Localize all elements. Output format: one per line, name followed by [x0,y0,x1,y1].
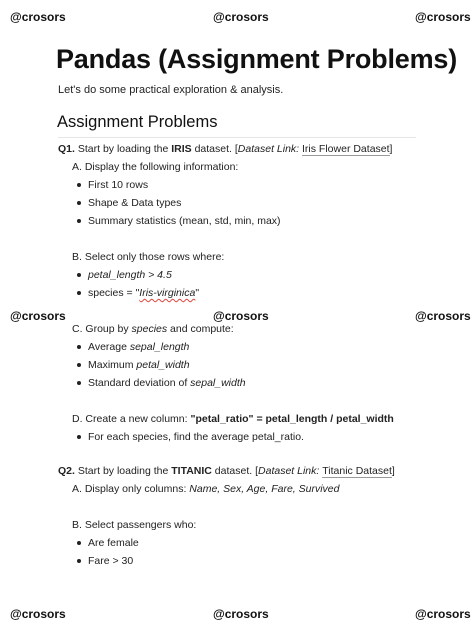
bullet-icon [77,183,81,187]
watermark-bottom-right: @crosors [415,607,471,621]
q1-c-item-field: sepal_length [129,341,190,353]
q1-number: Q1. [58,143,75,155]
q1-a-prefix: A. [72,161,82,173]
watermark-mid-right: @crosors [415,309,471,323]
q2-link-label: Dataset Link: [258,465,320,477]
q1-c-item-field: sepal_width [190,377,246,389]
bullet-icon [77,291,81,295]
q1-d-item: For each species, find the average petal_ratio. [88,431,304,443]
q1-d-pre: Create a new column: [82,413,191,425]
watermark-bottom-left: @crosors [10,607,66,621]
bullet-icon [77,201,81,205]
q2-a-columns: Name, Sex, Age, Fare, Survived [189,483,340,495]
q1-d-heading [72,413,394,426]
q1-c-item [88,359,190,372]
q2-dataset-link[interactable]: Titanic Dataset [322,465,392,477]
q1-a-text: Display the following information: [81,161,239,173]
q1-dataset-name: IRIS [171,143,192,155]
q1-c-item-text: Standard deviation of [88,377,191,389]
q2-b-text: Select passengers who: [81,519,197,531]
section-heading: Assignment Problems [57,113,218,131]
bullet-icon [77,435,81,439]
bullet-icon [77,381,81,385]
q1-b-item-species [88,287,199,300]
q1-c-em: species [131,323,168,335]
q1-b-item2-pre: species = " [88,287,140,299]
watermark-mid-left: @crosors [10,309,66,323]
q2-dataset-name: TITANIC [171,465,212,477]
q1-c-item [88,377,246,390]
q2-a-heading [72,483,339,496]
q1-link-label: Dataset Link: [237,143,300,155]
q1-a-item: Shape & Data types [88,197,182,209]
watermark-bottom-center: @crosors [213,607,269,621]
watermark-top-left: @crosors [10,10,66,24]
q1-bracket-close: ] [389,143,393,155]
q1-b-text: Select only those rows where: [81,251,225,263]
q2-b-item: Fare > 30 [88,555,134,567]
q1-text-mid: dataset. [ [191,143,238,155]
heading-divider [58,137,416,138]
bullet-icon [77,345,81,349]
bullet-icon [77,219,81,223]
q1-c-item-field: petal_width [136,359,190,371]
q1-c-item [88,341,189,354]
q1-b-item2-post: " [195,287,200,299]
bullet-icon [77,363,81,367]
q2-b-prefix: B. [72,519,82,531]
q1-d-formula: "petal_ratio" = petal_length / petal_width [190,413,394,425]
q1-c-heading [72,323,234,336]
q2-a-prefix: A. [72,483,82,495]
q2-b-heading [72,519,196,532]
q2-heading [58,465,395,478]
q1-b-heading [72,251,224,264]
q1-c-item-text: Average [88,341,130,353]
q1-a-item: Summary statistics (mean, std, min, max) [88,215,281,227]
q2-number: Q2. [58,465,75,477]
q1-d-prefix: D. [72,413,83,425]
q2-text-mid: dataset. [ [211,465,259,477]
q1-b-prefix: B. [72,251,82,263]
q1-c-post: and compute: [167,323,234,335]
q2-text-pre: Start by loading the [74,465,172,477]
q2-bracket-close: ] [391,465,395,477]
page-title: Pandas (Assignment Problems) [56,44,457,74]
q1-a-item: First 10 rows [88,179,149,191]
watermark-top-center: @crosors [213,10,269,24]
bullet-icon [77,273,81,277]
intro-text: Let's do some practical exploration & analysis. [58,84,284,96]
q1-b-item2-value: Iris-virginica [139,287,196,299]
q2-b-item: Are female [88,537,139,549]
q1-c-pre: Group by [82,323,132,335]
q1-text-pre: Start by loading the [74,143,172,155]
q1-c-prefix: C. [72,323,83,335]
watermark-top-right: @crosors [415,10,471,24]
watermark-mid-center: @crosors [213,309,269,323]
bullet-icon [77,541,81,545]
q1-c-item-text: Maximum [88,359,137,371]
q1-dataset-link[interactable]: Iris Flower Dataset [302,143,390,155]
q1-a-heading [72,161,238,174]
q2-a-pre: Display only columns: [81,483,190,495]
q1-b-item-condition: petal_length > 4.5 [88,269,172,281]
q1-heading [58,143,392,156]
bullet-icon [77,559,81,563]
